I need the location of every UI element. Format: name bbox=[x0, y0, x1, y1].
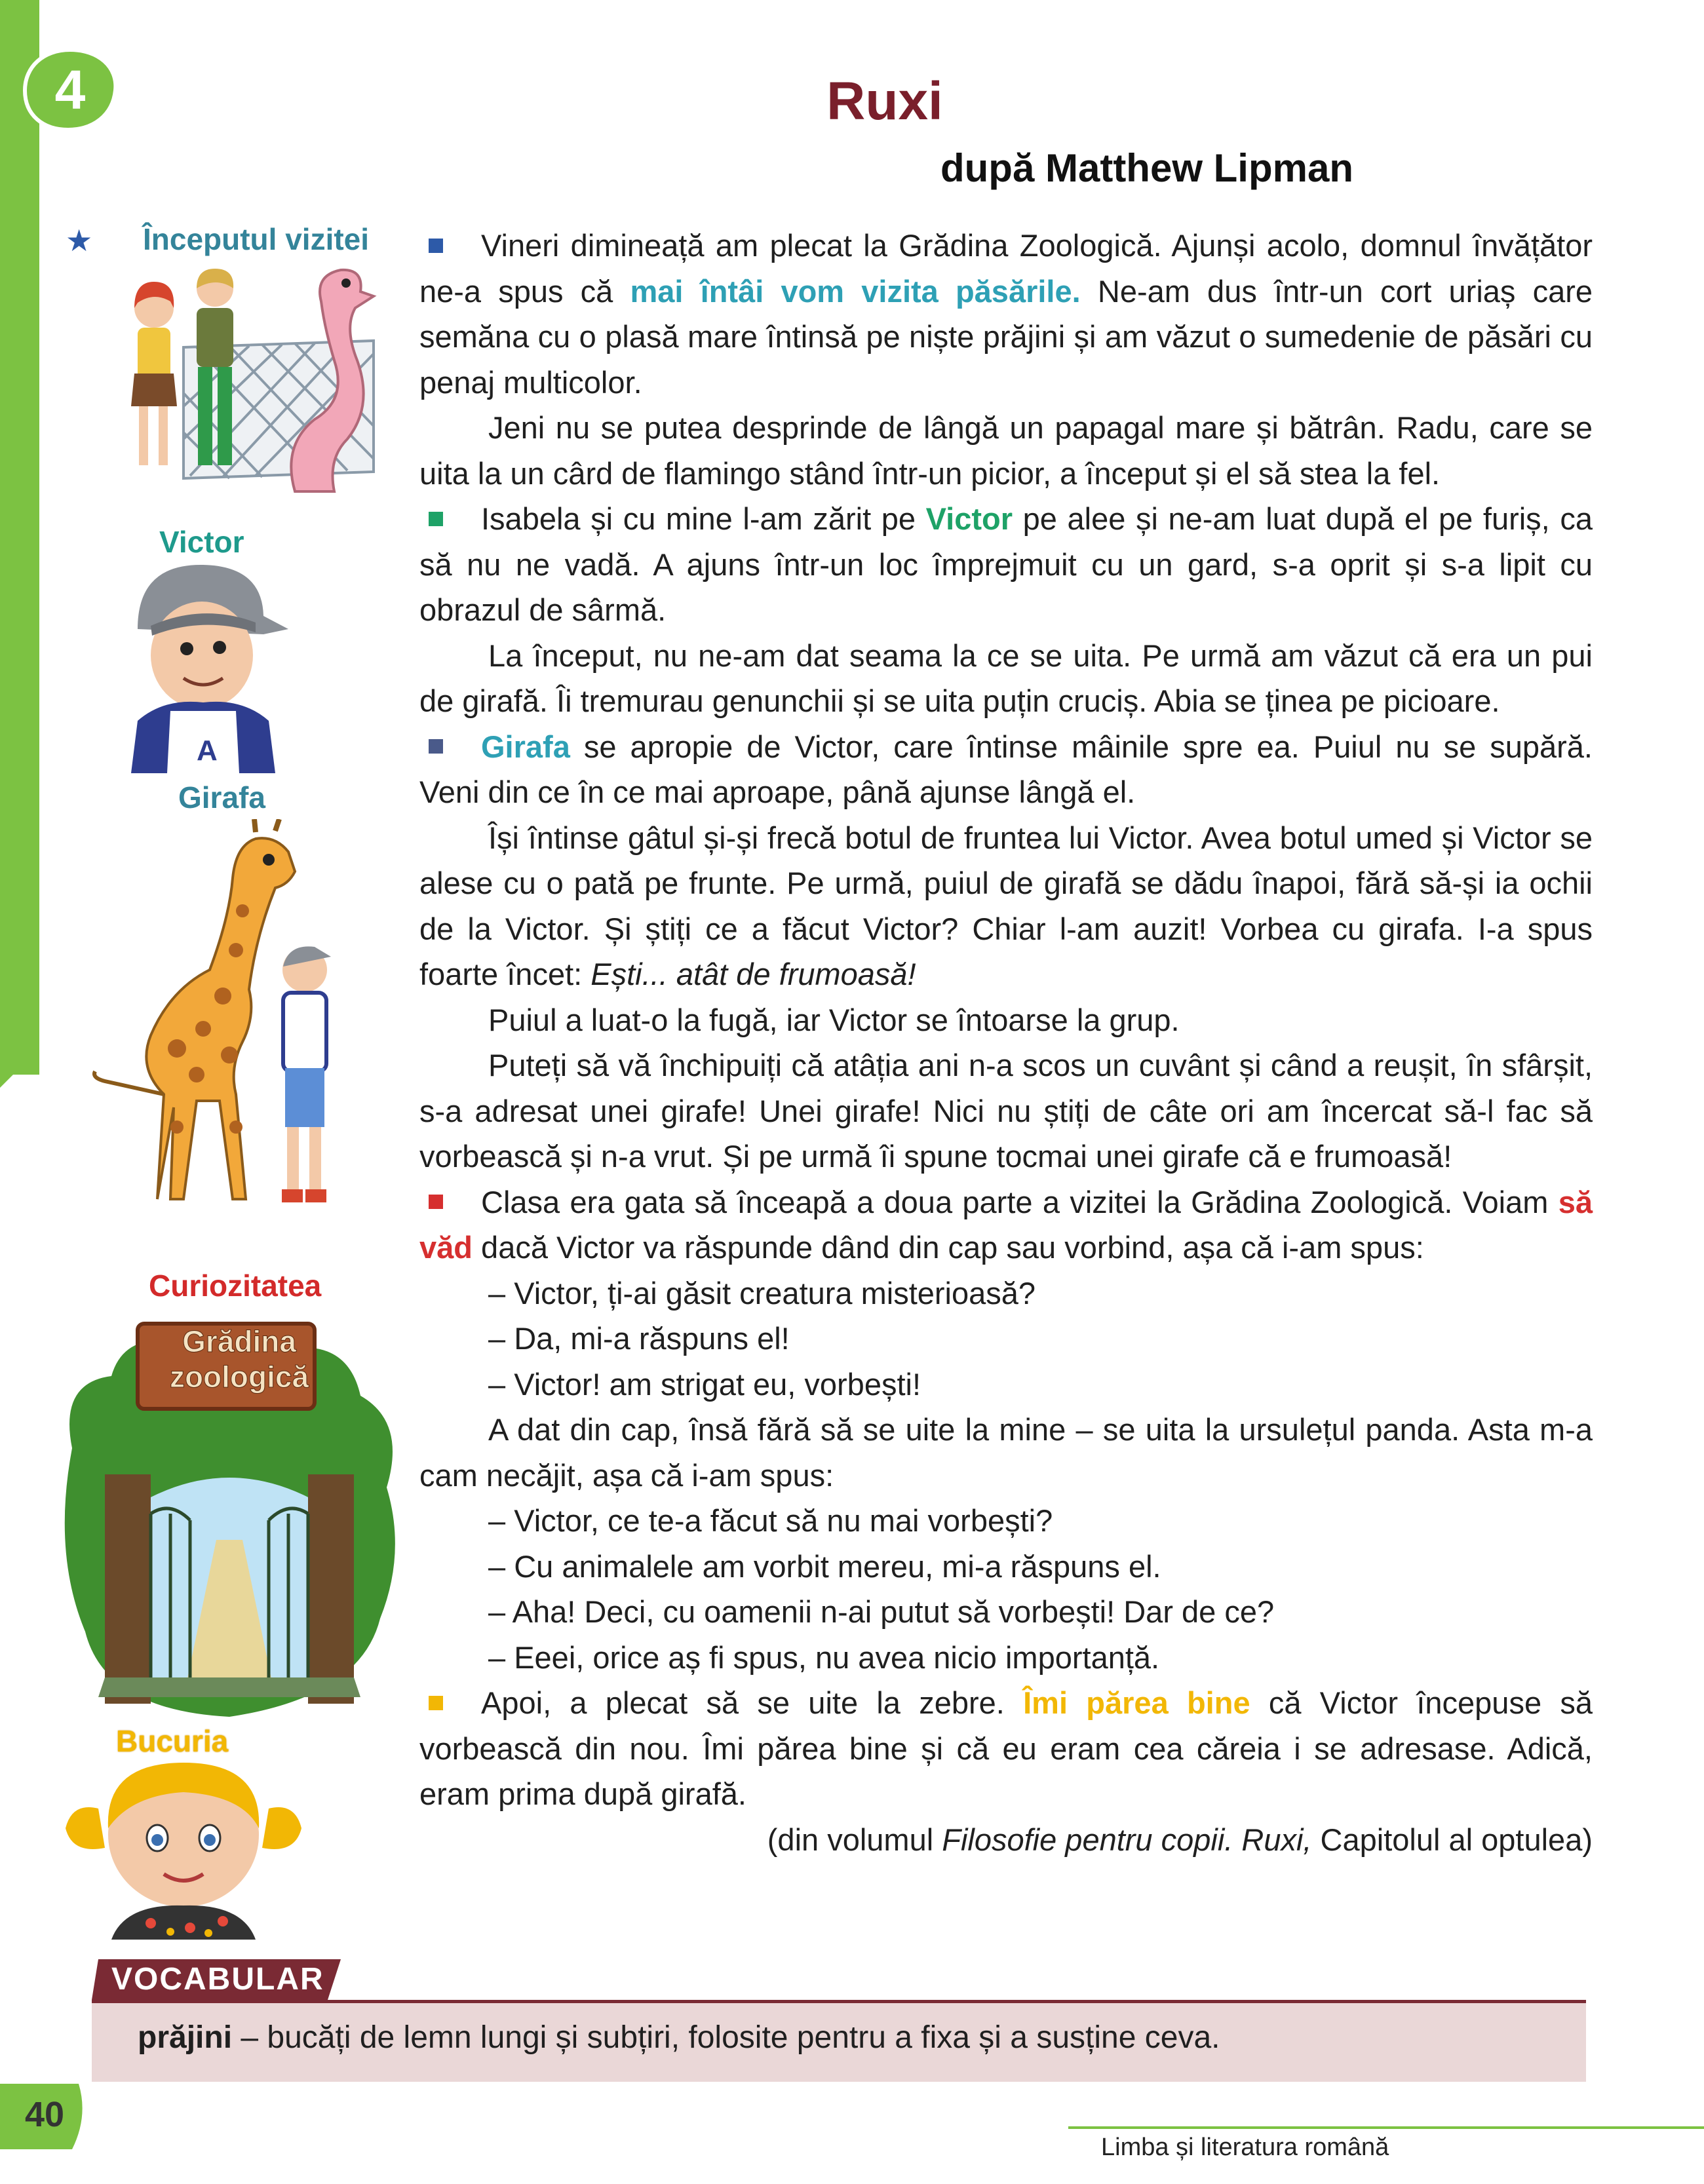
footer-rule bbox=[1068, 2126, 1704, 2129]
section-marker-yellow bbox=[429, 1696, 443, 1710]
section-marker-green bbox=[429, 512, 443, 526]
story-text bbox=[419, 223, 1593, 1862]
vocabulary-entry bbox=[138, 2020, 1220, 2056]
story-paragraph-11: Apoi, a plecat să se uite la zebre. Îmi părea bine că Victor începuse să vorbească din nou. Îmi părea bine și că eu eram cea căreia i se adresase. Adică, eram prima după girafă. bbox=[419, 1685, 1593, 1811]
sidebar-label-bucuria: Bucuria bbox=[116, 1724, 229, 1758]
vocabulary-heading: VOCABULAR bbox=[111, 1962, 324, 1997]
page-number: 40 bbox=[25, 2095, 65, 2134]
zoo-sign-line-2: zoologică bbox=[169, 1360, 309, 1394]
sidebar-label-curiozitatea: Curiozitatea bbox=[149, 1269, 322, 1303]
dialogue-line: – Victor! am strigat eu, vorbești! bbox=[488, 1366, 921, 1402]
dialogue-line: – Victor, ți-ai găsit creatura misterioasă? bbox=[488, 1275, 1036, 1311]
section-marker-navy bbox=[429, 739, 443, 754]
dialogue-line: – Da, mi-a răspuns el! bbox=[488, 1321, 790, 1356]
chapter-number: 4 bbox=[54, 59, 86, 121]
story-paragraph-9: Clasa era gata să înceapă a doua parte a vizitei la Grădina Zoologică. Voiam să văd dacă Victor va răspunde dând din cap sau vorbind, așa că i-am spus: bbox=[419, 1184, 1593, 1265]
footer-subject: Limba și literatura română bbox=[1101, 2134, 1389, 2161]
story-paragraph-1: Vineri dimineață am plecat la Grădina Zoologică. Ajunși acolo, domnul învățător ne-a spus că mai întâi vom vizita păsările. Ne-am dus într-un cort uriaș care semăna cu o plasă mare întinsă pe niște prăjini și am văzut o sumedenie de păsări cu penaj multicolor. bbox=[419, 228, 1593, 400]
story-paragraph-10: A dat din cap, însă fără să se uite la mine – se uita la ursulețul panda. Asta m-a cam necăjit, așa că i-am spus: bbox=[419, 1412, 1593, 1493]
band-curve bbox=[0, 917, 39, 1088]
giraffe-illustration bbox=[79, 819, 354, 1212]
vocabulary-definition: – bucăți de lemn lungi și subțiri, folosite pentru a fixa și a susține ceva. bbox=[232, 2020, 1220, 2055]
dialogue-line: – Victor, ce te-a făcut să nu mai vorbești? bbox=[488, 1503, 1053, 1538]
story-paragraph-7: Puiul a luat-o la fugă, iar Victor se întoarse la grup. bbox=[488, 1002, 1180, 1037]
story-paragraph-4: La început, nu ne-am dat seama la ce se uita. Pe urmă am văzut că era un pui de girafă. Îi tremurau genunchii și se uita puțin cruciș. Abia se ținea pe picioare. bbox=[419, 638, 1593, 718]
svg-text:A: A bbox=[197, 735, 218, 767]
story-paragraph-6: Își întinse gâtul și-și frecă botul de fruntea lui Victor. Avea botul umed și Victor se alese cu o pată pe frunte. Pe urmă, puiul de girafă se dădu înapoi, fără să-și ia ochii de la Victor. Și știți ce a făcut Victor? Chiar l-am auzit! Vorbea cu girafa. I-a spus foarte încet: Ești... atât de frumoasă! bbox=[419, 820, 1593, 991]
sidebar-label-girafa: Girafa bbox=[178, 780, 265, 814]
children-flamingo-illustration bbox=[98, 262, 413, 498]
dialogue-line: – Cu animalele am vorbit mereu, mi-a răspuns el. bbox=[488, 1548, 1161, 1584]
story-paragraph-3: Isabela și cu mine l-am zărit pe Victor pe alee și ne-am luat după el pe furiș, ca să nu ne vadă. A ajuns într-un loc împrejmuit cu un gard, s-a oprit și s-a lipit cu obrazul de sârmă. bbox=[419, 501, 1593, 627]
story-paragraph-8: Puteți să vă închipuiți că atâția ani n-a scos un cuvânt și când a reușit, în sfârșit, s-a adresat unei girafe! Unei girafe! Nici nu știți de câte ori am încercat să-l fac să vorbească și n-a vrut. Și pe urmă îi spune tocmai unei girafe că e frumoasă! bbox=[419, 1048, 1593, 1174]
page-title: Ruxi bbox=[826, 71, 943, 131]
girl-illustration bbox=[59, 1756, 308, 1940]
star-icon: ★ bbox=[66, 223, 93, 258]
section-marker-red bbox=[429, 1195, 443, 1209]
section-marker-blue bbox=[429, 239, 443, 253]
victor-illustration bbox=[125, 557, 295, 773]
zoo-sign-line-1: Grădina bbox=[182, 1324, 296, 1358]
chapter-color-band bbox=[0, 0, 39, 1075]
sidebar-label-inceput: Începutul vizitei bbox=[143, 222, 370, 256]
vocabulary-term: prăjini bbox=[138, 2020, 233, 2055]
story-paragraph-2: Jeni nu se putea desprinde de lângă un papagal mare și bătrân. Radu, care se uita la un cârd de flamingo stând într-un picior, a început și el să stea la fel. bbox=[419, 410, 1593, 491]
story-paragraph-5: Girafa se apropie de Victor, care întinse mâinile spre ea. Puiul nu se supără. Veni din ce în ce mai aproape, până ajunse lângă el. bbox=[419, 729, 1593, 809]
sidebar-label-victor: Victor bbox=[159, 525, 244, 559]
source-citation: (din volumul Filosofie pentru copii. Ruxi, Capitolul al optulea) bbox=[767, 1822, 1593, 1857]
author-line: după Matthew Lipman bbox=[940, 146, 1353, 190]
dialogue-line: – Eeei, orice aș fi spus, nu avea nicio importanță. bbox=[488, 1639, 1160, 1675]
dialogue-line: – Aha! Deci, cu oamenii n-ai putut să vorbești! Dar de ce? bbox=[488, 1594, 1275, 1629]
zoo-sign bbox=[164, 1324, 315, 1394]
